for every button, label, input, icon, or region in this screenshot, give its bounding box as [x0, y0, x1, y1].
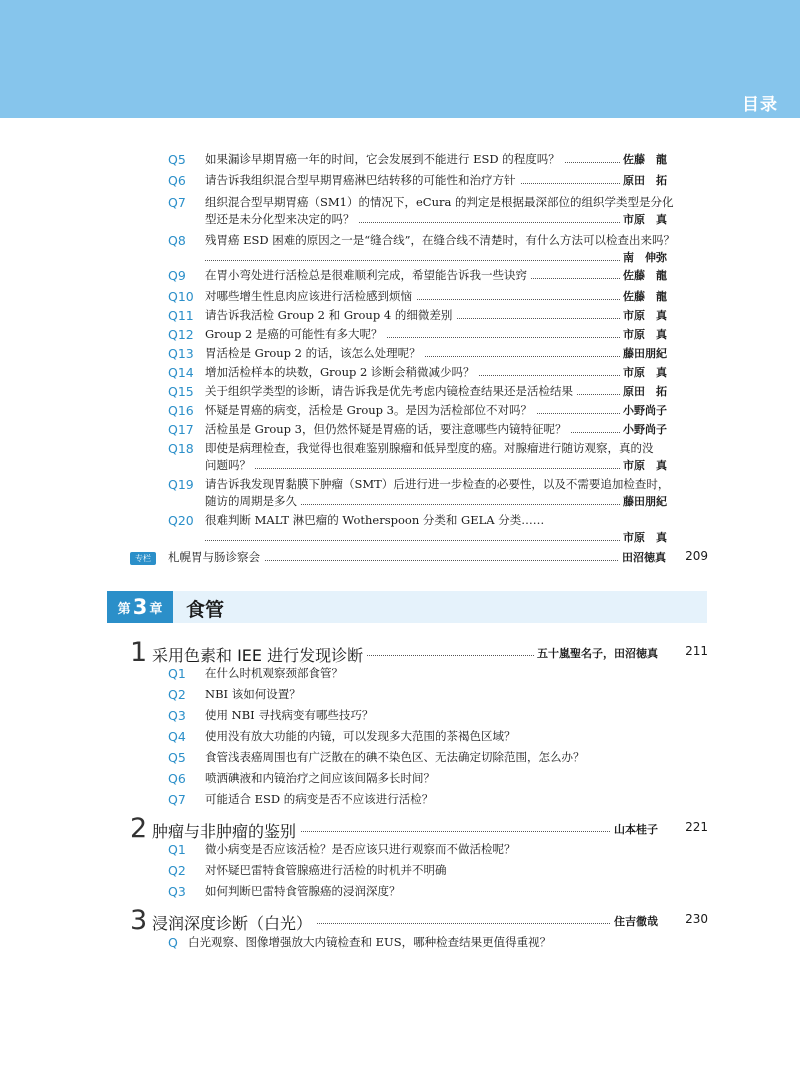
section-title: 肿瘤与非肿瘤的鉴别 [152, 819, 300, 842]
question-number: Q1 [168, 842, 186, 857]
column-page-number: 209 [685, 549, 708, 563]
toc-section-1[interactable] [130, 637, 708, 668]
question-number: Q5 [168, 152, 186, 167]
question-text: 活检虽是 Group 3，但仍然怀疑是胃癌的话，要注意哪些内镜特征呢？ [205, 422, 571, 436]
question-number: Q12 [168, 327, 194, 342]
question-author: 藤田朋紀 [620, 345, 696, 362]
question-number: Q13 [168, 346, 194, 361]
question-author: 原田 拓 [620, 172, 696, 189]
question-author: 佐藤 龍 [620, 267, 696, 284]
section-author: 五十嵐聖名子，田沼徳真 [534, 645, 658, 661]
question-author: 市原 真 [620, 529, 696, 546]
question-text: 对哪些增生性息肉应该进行活检感到烦恼 [205, 289, 416, 303]
question-number: Q6 [168, 173, 186, 188]
question-number: Q11 [168, 308, 194, 323]
section-page-number: 211 [685, 644, 708, 658]
question-author: 小野尚子 [620, 402, 696, 419]
question-number: Q17 [168, 422, 194, 437]
question-number: Q6 [168, 771, 186, 786]
chapter-suffix: 章 [149, 601, 163, 617]
column-author: 田沼徳真 [619, 549, 666, 565]
section-title: 浸润深度诊断（白光） [152, 911, 316, 934]
question-text-line-1: 即使是病理检查，我觉得也很难鉴别腺瘤和低异型度的癌。对腺瘤进行随访观察，真的没 [205, 441, 658, 455]
question-author: 市原 真 [620, 326, 696, 343]
section-number: 3 [130, 905, 148, 936]
section-number: 1 [130, 637, 148, 668]
toc-section-3[interactable] [130, 905, 708, 936]
question-author: 小野尚子 [620, 421, 696, 438]
question-author: 市原 真 [620, 364, 696, 381]
question-text: 请告诉我组织混合型早期胃癌淋巴结转移的可能性和治疗方针 [205, 173, 520, 187]
question-text: 如果漏诊早期胃癌一年的时间，它会发展到不能进行 ESD 的程度吗？ [205, 152, 564, 166]
chapter-prefix: 第 [117, 601, 131, 617]
question-number: Q2 [168, 863, 186, 878]
question-text: Group 2 是癌的可能性有多大呢？ [205, 327, 387, 341]
question-author: 市原 真 [620, 307, 696, 324]
question-number: Q7 [168, 792, 186, 807]
question-text: 微小病变是否应该活检？是否应该只进行观察而不做活检呢？ [205, 842, 520, 856]
question-author: 佐藤 龍 [620, 151, 696, 168]
question-text: 请告诉我活检 Group 2 和 Group 4 的细微差别 [205, 308, 456, 322]
question-number: Q3 [168, 884, 186, 899]
toc-section-2[interactable] [130, 813, 708, 844]
question-text-line-1: 残胃癌 ESD 困难的原因之一是“缝合线”，在缝合线不清楚时，有什么方法可以检查出来吗？ [205, 233, 679, 247]
question-number: Q1 [168, 666, 186, 681]
chapter-number: 3 [132, 595, 148, 619]
header-banner [0, 0, 800, 118]
question-text-line-1: 组织混合型早期胃癌（SM1）的情况下，eCura 的判定是根据最深部位的组织学类型是分化 [205, 195, 678, 209]
question-number: Q5 [168, 750, 186, 765]
toc-title: 目录 [742, 95, 778, 115]
question-number: Q20 [168, 513, 194, 528]
chapter-badge [107, 591, 173, 623]
question-text: 食管浅表癌周围也有广泛散在的碘不染色区、无法确定切除范围，怎么办？ [205, 750, 589, 764]
question-number: Q15 [168, 384, 194, 399]
question-text: 胃活检是 Group 2 的话，该怎么处理呢？ [205, 346, 425, 360]
question-number: Q19 [168, 477, 194, 492]
question-author: 市原 真 [620, 211, 696, 228]
question-text: 白光观察、图像增强放大内镜检查和 EUS，哪种检查结果更值得重视？ [188, 935, 555, 949]
question-text: 可能适合 ESD 的病变是否不应该进行活检？ [205, 792, 437, 806]
question-text: 对怀疑巴雷特食管腺癌进行活检的时机并不明确 [205, 863, 451, 877]
chapter-title[interactable]: 食管 [186, 599, 225, 621]
question-number: Q8 [168, 233, 186, 248]
question-text: 关于组织学类型的诊断，请告诉我是优先考虑内镜检查结果还是活检结果 [205, 384, 577, 398]
column-badge: 专栏 [130, 552, 156, 565]
question-text: 怀疑是胃癌的病变，活检是 Group 3。是因为活检部位不对吗？ [205, 403, 536, 417]
question-author: 佐藤 龍 [620, 288, 696, 305]
section-author: 住吉徹哉 [611, 913, 658, 929]
question-number: Q [168, 935, 178, 950]
question-text-line-1: 很难判断 MALT 淋巴瘤的 Wotherspoon 分类和 GELA 分类…… [205, 513, 548, 527]
toc-column-entry[interactable] [130, 549, 708, 567]
question-number: Q18 [168, 441, 194, 456]
question-number: Q10 [168, 289, 194, 304]
question-text: 在胃小弯处进行活检总是很难顺利完成，希望能告诉我一些诀窍 [205, 268, 531, 282]
section-number: 2 [130, 813, 148, 844]
question-number: Q4 [168, 729, 186, 744]
question-author: 市原 真 [620, 457, 696, 474]
question-text-line-2: 问题吗？ [205, 458, 255, 472]
question-number: Q9 [168, 268, 186, 283]
question-number: Q16 [168, 403, 194, 418]
section-author: 山本桂子 [611, 821, 658, 837]
section-page-number: 230 [685, 912, 708, 926]
section-title: 采用色素和 IEE 进行发现诊断 [152, 643, 367, 666]
question-number: Q3 [168, 708, 186, 723]
question-number: Q7 [168, 195, 186, 210]
question-text: 喷洒碘液和内镜治疗之间应该间隔多长时间？ [205, 771, 439, 785]
section-page-number: 221 [685, 820, 708, 834]
column-title: 札幌胃与肠诊察会 [168, 549, 264, 565]
question-number: Q14 [168, 365, 194, 380]
question-text-line-1: 请告诉我发现胃黏膜下肿瘤（SMT）后进行进一步检查的必要性，以及不需要追加检查时， [205, 477, 673, 491]
question-text: NBI 该如何设置？ [205, 687, 305, 701]
question-number: Q2 [168, 687, 186, 702]
question-text: 在什么时机观察颈部食管？ [205, 666, 347, 680]
question-text-line-2: 型还是未分化型来决定的吗？ [205, 212, 359, 226]
question-text: 使用没有放大功能的内镜，可以发现多大范围的茶褐色区域？ [205, 729, 520, 743]
question-author: 南 伸弥 [620, 249, 696, 266]
question-text-line-2: 随访的周期是多久 [205, 494, 301, 508]
question-text: 增加活检样本的块数，Group 2 诊断会稍微减少吗？ [205, 365, 479, 379]
question-text: 如何判断巴雷特食管腺癌的浸润深度？ [205, 884, 405, 898]
question-author: 原田 拓 [620, 383, 696, 400]
question-text: 使用 NBI 寻找病变有哪些技巧？ [205, 708, 377, 722]
question-author: 藤田朋紀 [620, 493, 696, 510]
